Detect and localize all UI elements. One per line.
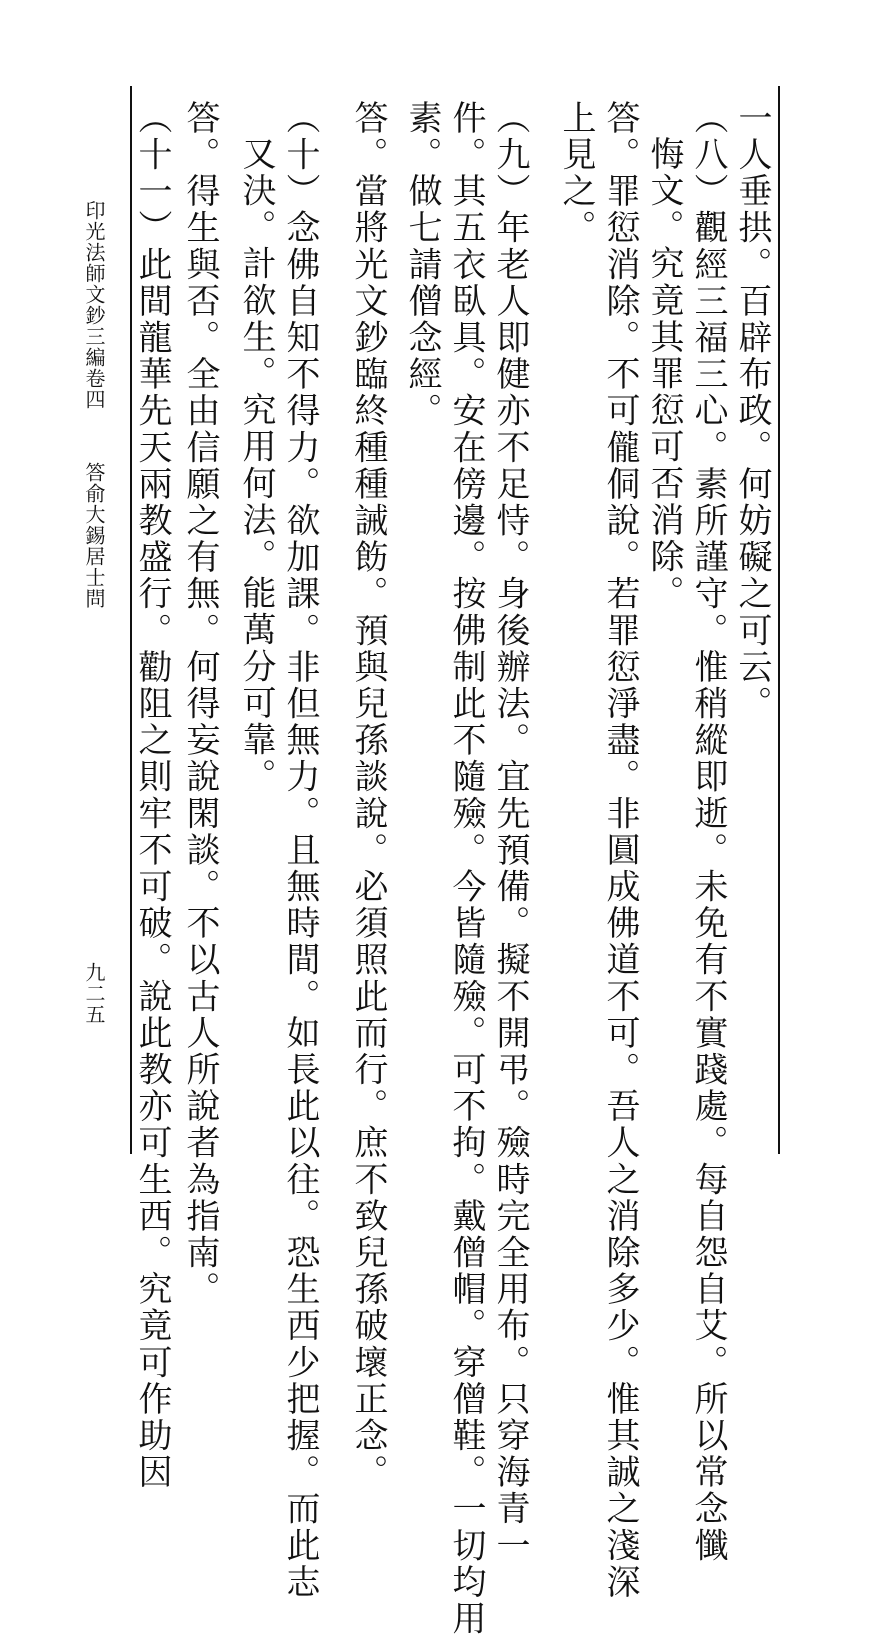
text-column-1: 一人垂拱。百辟布政。何妨礙之可云。 (732, 100, 772, 723)
text-column-9: 答。當將光文鈔臨終種種誡飭。預與兒孫談說。必須照此而行。庶不致兒孫破壞正念。 (348, 100, 388, 1491)
margin-subtitle: 答俞大錫居士問 (82, 462, 106, 609)
text-column-8: 素。做七請僧念經。 (402, 100, 442, 430)
text-column-6: （九）年老人即健亦不足恃。身後辦法。宜先預備。擬不開弔。殮時完全用布。只穿海青一 (490, 100, 530, 1564)
text-column-2: （八）觀經三福三心。素所謹守。惟稍縱即逝。未免有不實踐處。每自怨自艾。所以常念懺 (688, 100, 728, 1564)
text-column-13: （十一）此間龍華先天兩教盛行。勸阻之則牢不可破。說此教亦可生西。究竟可作助因 (132, 100, 172, 1491)
text-column-3: 悔文。究竟其罪愆可否消除。 (644, 136, 684, 612)
margin-title: 印光法師文鈔三編卷四 (82, 200, 106, 410)
text-column-10: （十）念佛自知不得力。欲加課。非但無力。且無時間。如長此以往。恐生西少把握。而此志 (280, 100, 320, 1601)
text-column-12: 答。得生與否。全由信願之有無。何得妄說閑談。不以古人所說者為指南。 (180, 100, 220, 1308)
text-column-4: 答。罪愆消除。不可儱侗說。若罪愆淨盡。非圓成佛道不可。吾人之消除多少。惟其誠之淺深 (600, 100, 640, 1601)
text-column-11: 又決。計欲生。究用何法。能萬分可靠。 (236, 136, 276, 795)
page-number: 九二五 (82, 962, 106, 1025)
page-border-right (778, 86, 780, 1154)
text-column-5: 上見之。 (556, 100, 596, 247)
text-column-7: 件。其五衣臥具。安在傍邊。按佛制此不隨殮。今皆隨殮。可不拘。戴僧帽。穿僧鞋。一切均用 (446, 100, 486, 1637)
